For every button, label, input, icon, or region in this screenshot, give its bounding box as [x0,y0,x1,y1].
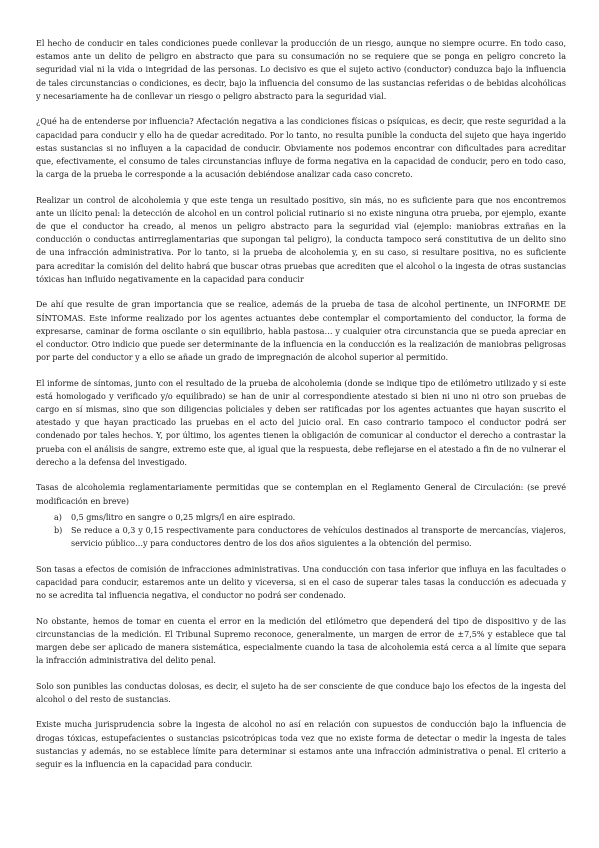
paragraph-conductas-dolosas: Solo son punibles las conductas dolosas, es decir, el sujeto ha de ser consciente de que conduce bajo los efectos de la ingesta del alcohol o del resto de sustancias. [36,681,566,704]
tasas-list [36,511,566,551]
list-item [36,511,566,524]
paragraph-control-alcoholemia: Realizar un control de alcoholemia y que este tenga un resultado positivo, sin más, no es suficiente para que nos encontremos ante un ilícito penal: la detección de alcohol en un control policial rutinario si no existe ninguna otra prueba, por ejemplo, exante de que el conductor ha creado, al menos un peligro abstracto para la seguridad vial (ejemplo: maniobras extrañas en la conducción o conductas antirreglamentarias que supongan tal peligro), la conducta tampoco será constitutiva de un delito sino de una infracción administrativa. Por lo tanto, si la prueba de alcoholemia y, en su caso, si resultare positiva, no es suficiente para acreditar la comisión del delito habrá que buscar otras pruebas que acrediten que el alcohol o la ingesta de otras sustancias tóxicas han influido negativamente en la capacidad para conducir [36,195,566,284]
list-item [36,524,566,550]
list-item-text: 0,5 gms/litro en sangre o 0,25 mlgrs/l en aire espirado. [71,512,296,522]
paragraph-informe-atestado: El informe de síntomas, junto con el resultado de la prueba de alcoholemia (donde se indique tipo de etilómetro utilizado y si este está homologado y verificado y/o equilibrado) se han de unir al correspondiente atestado si bien ni uno ni otro son pruebas de cargo en sí mismas, sino que son diligencias policiales y deben ser ratificadas por los agentes actuantes que hayan suscrito el atestado y que hayan practicado las pruebas en el acto del juicio oral. En caso contrario tampoco el conductor podrá ser condenado por tales hechos. Y, por último, los agentes tienen la obligación de comunicar al conductor el derecho a contrastar la prueba con el análisis de sangre, extremo este que, al igual que la respuesta, debe reflejarse en el atestado a fin de no vulnerar el derecho a la defensa del investigado. [36,378,566,467]
list-marker: a) [54,512,62,522]
paragraph-influencia: ¿Qué ha de entenderse por influencia? Afectación negativa a las condiciones físicas o psíquicas, es decir, que reste seguridad a la capacidad para conducir y ello ha de quedar acreditado. Por lo tanto, no resulta punible la conducta del sujeto que haya ingerido estas sustancias si no influyen a la capacidad de conducir. Obviamente nos podemos encontrar con dificultades para acreditar que, efectivamente, el consumo de tales circunstancias influye de forma negativa en la capacidad de conducir, pero en todo caso, la carga de la prueba le corresponde a la acusación debiéndose analizar cada caso concreto. [36,117,566,180]
paragraph-jurisprudencia: Existe mucha jurisprudencia sobre la ingesta de alcohol no así en relación con supuestos de conducción bajo la influencia de drogas tóxicas, estupefacientes o sustancias psicotrópicas toda vez que no existe forma de detectar o medir la ingesta de tales sustancias y además, no se establece límite para determinar si estamos ante una infracción administrativa o penal. El criterio a seguir es la influencia en la capacidad para conducir. [36,720,566,770]
paragraph-conducir-riesgo: El hecho de conducir en tales condiciones puede conllevar la producción de un riesgo, aunque no siempre ocurre. En todo caso, estamos ante un delito de peligro en abstracto que para su consumación no se requiere que se ponga en peligro concreto la seguridad vial ni la vida o integridad de las personas. Lo decisivo es que el sujeto activo (conductor) conduzca bajo la influencia de tales circunstancias o condiciones, es decir, bajo la influencia del consumo de las sustancias referidas o de bebidas alcohólicas y necesariamente ha de conllevar un riesgo o peligro abstracto para la seguridad vial. [36,39,566,101]
paragraph-tasas-permitidas: Tasas de alcoholemia reglamentariamente permitidas que se contemplan en el Reglamento General de Circulación: (se prevé modificación en breve) [36,483,566,506]
paragraph-error-etilometro: No obstante, hemos de tomar en cuenta el error en la medición del etilómetro que dependerá del tipo de dispositivo y de las circunstancias de la medición. El Tribunal Supremo reconoce, generalmente, un margen de error de ±7,5% y establece que tal margen debe ser aplicado de manera sistemática, especialmente cuando la tasa de alcoholemia está cerca a al límite que separa la infracción administrativa del delito penal. [36,616,566,666]
list-marker: b) [54,525,63,535]
paragraph-infracciones-administrativas: Son tasas a efectos de comisión de infracciones administrativas. Una conducción con tasa inferior que influya en las facultades o capacidad para conducir, estaremos ante un delito y viceversa, si en el caso de superar tales tasas la conducción es adecuada y no se acredita tal influencia negativa, el conductor no podrá ser condenado. [36,564,566,601]
list-item-text: Se reduce a 0,3 y 0,15 respectivamente para conductores de vehículos destinados al transporte de mercancías, viajeros, servicio público…y para conductores dentro de los dos años siguientes a la obtención del permiso. [71,525,566,549]
paragraph-informe-sintomas: De ahí que resulte de gran importancia que se realice, además de la prueba de tasa de alcohol pertinente, un INFORME DE SÍNTOMAS. Este informe realizado por los agentes actuantes debe contemplar el comportamiento del conductor, la forma de expresarse, caminar de forma oscilante o sin equilibrio, habla pastosa… y cualquier otra circunstancia que se pueda apreciar en el conductor. Otro indicio que puede ser determinante de la influencia en la conducción es la realización de maniobras peligrosas por parte del conductor y a ello se añade un grado de impregnación de alcohol superior al permitido. [36,300,566,363]
